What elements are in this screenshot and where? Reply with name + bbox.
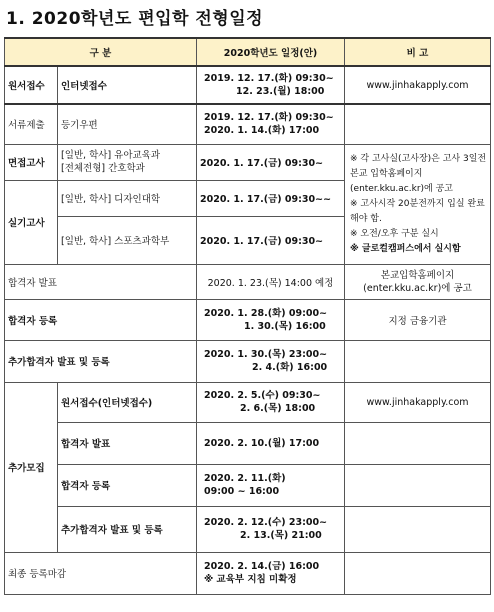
row-remark [345,340,491,382]
header-schedule: 2020학년도 일정(안) [197,38,345,66]
row-schedule: 2020. 1. 17.(금) 09:30~ [197,216,345,264]
row-label: 면접고사 [5,144,58,180]
row-remark: www.jinhakapply.com [345,66,491,104]
row-schedule: 2020. 2. 14.(금) 16:00 ※ 교육부 지침 미확정 [197,552,345,594]
row-label: 추가모집 [5,382,58,552]
row-label: 합격자 발표 [5,264,197,299]
row-remark: 지정 금융기관 [345,299,491,340]
row-schedule: 2020. 1. 28.(화) 09:00~ 1. 30.(목) 16:00 [197,299,345,340]
table-header-row [5,38,491,66]
row-sub: 원서접수(인터넷접수) [58,382,197,422]
row-sub: [일반, 학사] 디자인대학 [58,180,197,216]
page-title: 1. 2020학년도 편입학 전형일정 [6,9,264,29]
row-remark [345,464,491,506]
exam-notes: ※ 각 고사실(고사장)은 고사 3일전 본교 입학홈페이지(enter.kku.ac.kr)에 공고 ※ 고사시작 20분전까지 입실 완료해야 함. ※ 오전/오후 구분 실시 ※ 글로컬캠퍼스에서 실시함 [345,144,491,264]
row-remark [345,104,491,144]
table-row [5,506,491,552]
row-schedule: 2020. 1. 17.(금) 09:30~ [197,144,345,180]
row-sub: 합격자 발표 [58,422,197,464]
row-schedule: 2019. 12. 17.(화) 09:30~ 2020. 1. 14.(화) 17:00 [197,104,345,144]
table-row [5,104,491,144]
table-row [5,552,491,594]
table-row [5,264,491,299]
row-remark: 본교입학홈페이지 (enter.kku.ac.kr)에 공고 [345,264,491,299]
table-row [5,66,491,104]
schedule-table [4,37,491,595]
row-schedule: 2020. 1. 30.(목) 23:00~ 2. 4.(화) 16:00 [197,340,345,382]
table-row [5,464,491,506]
row-remark [345,552,491,594]
table-row [5,422,491,464]
row-sub: [일반, 학사] 유아교육과 [전체전형] 간호학과 [58,144,197,180]
row-sub: 합격자 등록 [58,464,197,506]
row-label: 최종 등록마감 [5,552,197,594]
table-row [5,144,491,180]
row-sub: 추가합격자 발표 및 등록 [58,506,197,552]
row-sub: [일반, 학사] 스포츠과학부 [58,216,197,264]
table-row [5,340,491,382]
row-label: 실기고사 [5,180,58,264]
header-remark: 비 고 [345,38,491,66]
row-remark: www.jinhakapply.com [345,382,491,422]
table-row [5,382,491,422]
header-category: 구 분 [5,38,197,66]
row-schedule: 2020. 1. 17.(금) 09:30~~ [197,180,345,216]
table-row [5,299,491,340]
row-schedule: 2020. 2. 5.(수) 09:30~ 2. 6.(목) 18:00 [197,382,345,422]
row-schedule: 2020. 2. 12.(수) 23:00~ 2. 13.(목) 21:00 [197,506,345,552]
row-remark [345,506,491,552]
row-label: 합격자 등록 [5,299,197,340]
row-schedule: 2019. 12. 17.(화) 09:30~ 12. 23.(월) 18:00 [197,66,345,104]
row-schedule: 2020. 1. 23.(목) 14:00 예정 [197,264,345,299]
row-schedule: 2020. 2. 11.(화) 09:00 ~ 16:00 [197,464,345,506]
row-schedule: 2020. 2. 10.(월) 17:00 [197,422,345,464]
row-label: 원서접수 [5,66,58,104]
row-sub: 인터넷접수 [58,66,197,104]
row-label: 추가합격자 발표 및 등록 [5,340,197,382]
row-remark [345,422,491,464]
row-sub: 등기우편 [58,104,197,144]
row-label: 서류제출 [5,104,58,144]
